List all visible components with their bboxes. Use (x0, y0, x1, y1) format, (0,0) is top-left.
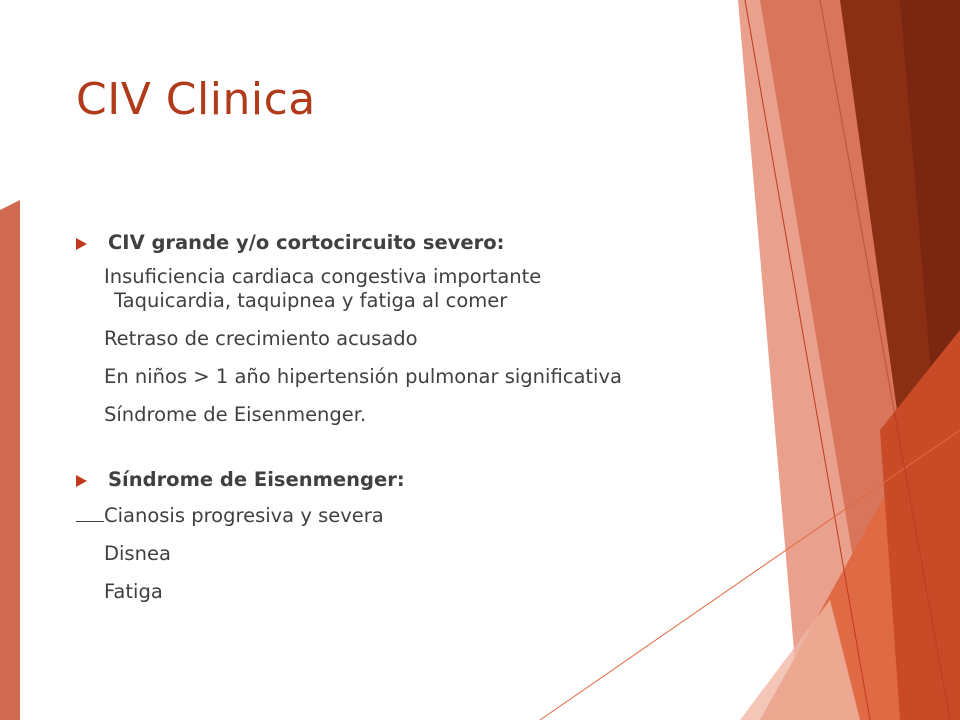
triangle-bullet-icon (76, 238, 87, 250)
section2-heading-text: Síndrome de Eisenmenger: (108, 468, 405, 491)
section1-heading-text: CIV grande y/o cortocircuito severo: (108, 231, 505, 254)
slide-body (76, 228, 716, 604)
section2-item-1-text: Cianosis progresiva y severa (104, 504, 384, 527)
section2-item-3: Fatiga (104, 580, 163, 603)
section1-item-3: Síndrome de Eisenmenger. (104, 403, 367, 426)
section1-item-1: Retraso de crecimiento acusado (104, 327, 418, 350)
slide-title: CIV Clinica (76, 74, 316, 125)
section2-heading (76, 465, 716, 495)
section2-item-2: Disnea (104, 542, 171, 565)
section1-line1 (76, 265, 716, 313)
section2-item-1 (76, 502, 716, 528)
underline-mark (76, 502, 104, 522)
section-gap (76, 427, 716, 465)
section1-heading (76, 228, 716, 258)
left-accent-strip (0, 200, 20, 720)
section1-line1-continuation: Taquicardia, taquipnea y fatiga al comer (114, 289, 508, 312)
section1-item-2: En niños > 1 año hipertensión pulmonar significativa (104, 365, 622, 388)
triangle-bullet-icon (76, 475, 87, 487)
section1-line1-text: Insuficiencia cardiaca congestiva importante (104, 265, 542, 288)
